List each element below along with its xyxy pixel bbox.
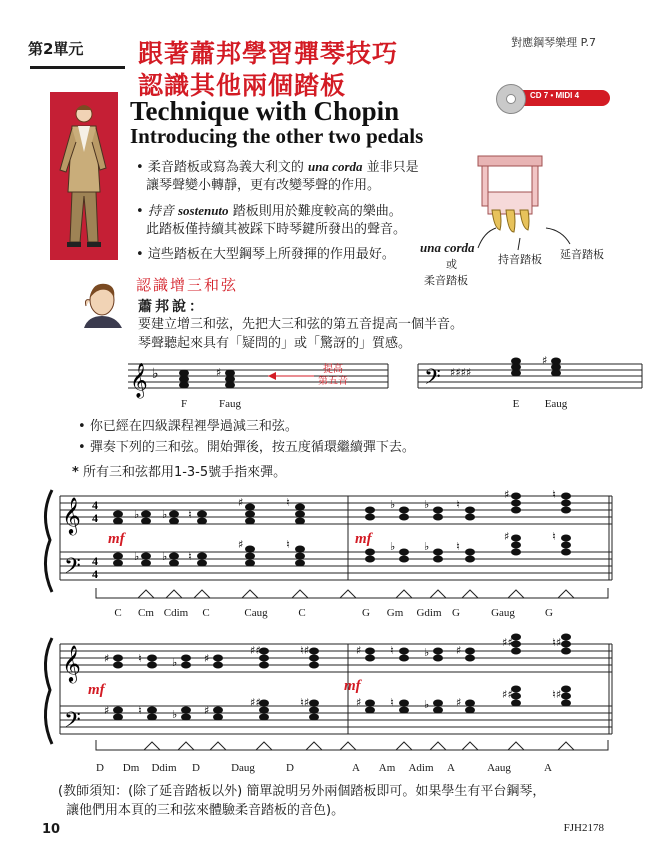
svg-text:𝄢: 𝄢 <box>64 708 81 738</box>
svg-text:♮♯: ♮♯ <box>300 696 310 709</box>
pedal-pointer-arrows <box>470 220 590 260</box>
instruction-2: • 彈奏下列的三和弦。開始彈後，按五度循環繼續彈下去。 <box>78 440 415 455</box>
chord-name: Cm <box>138 607 154 619</box>
instruction-3: * 所有三和弦都用1-3-5號手指來彈。 <box>72 465 287 480</box>
page-number: 10 <box>42 822 61 837</box>
svg-text:♯♯: ♯♯ <box>250 644 261 657</box>
svg-text:♯: ♯ <box>504 530 510 543</box>
chord-name: Adim <box>408 762 434 774</box>
svg-text:𝄞: 𝄞 <box>130 363 148 398</box>
svg-text:♭: ♭ <box>134 508 140 521</box>
svg-text:♮: ♮ <box>188 550 192 563</box>
damper-pedal-label: 延音踏板 <box>560 248 604 261</box>
teacher-note-line1: (教師須知：(除了延音踏板以外) 簡單說明另外兩個踏板即可。如果學生有平台鋼琴， <box>58 784 546 799</box>
dynamic-marking: mf <box>355 531 372 547</box>
chord-name: D <box>192 762 200 774</box>
title-en-line2: Introducing the other two pedals <box>130 124 424 148</box>
chord-name: Gdim <box>416 607 442 619</box>
svg-text:♯: ♯ <box>216 366 222 379</box>
unit-label: 第2單元 <box>28 40 84 58</box>
chord-name: C <box>202 607 210 619</box>
svg-text:♯: ♯ <box>238 538 244 551</box>
chord-name: Gm <box>386 607 404 619</box>
svg-text:♭: ♭ <box>424 540 430 553</box>
svg-text:𝄢: 𝄢 <box>424 365 441 395</box>
svg-text:4: 4 <box>92 567 98 581</box>
chord-name: Aaug <box>487 762 511 774</box>
augmented-triad-heading: 認識增三和弦 <box>136 276 239 294</box>
bullet-sostenuto: • 持音 sostenuto 踏板則用於難度較高的樂曲。 <box>136 203 402 219</box>
chord-name: D <box>286 762 294 774</box>
svg-text:♮: ♮ <box>456 540 460 553</box>
bullet-grand-piano: • 這些踏板在大型鋼琴上所發揮的作用最好。 <box>136 247 395 262</box>
unit-underline <box>30 66 125 69</box>
bullet-una-corda: • 柔音踏板或寫為義大利文的 una corda 並非只是 <box>136 159 419 175</box>
chord-name: Ddim <box>151 762 177 774</box>
bullet1-line2: 讓琴聲變小轉靜，更有改變琴聲的作用。 <box>146 178 381 193</box>
chord-name: Faug <box>219 398 241 410</box>
chopin-portrait <box>50 92 118 260</box>
instruction-1: • 你已經在四級課程裡學過減三和弦。 <box>78 419 298 434</box>
svg-text:♯: ♯ <box>204 652 210 665</box>
svg-text:♯: ♯ <box>456 696 462 709</box>
svg-text:♭: ♭ <box>390 498 396 511</box>
bullet1-text-b: 並非只是 <box>366 160 419 175</box>
chord-name: F <box>180 398 188 410</box>
svg-text:♭: ♭ <box>424 498 430 511</box>
chord-name: Am <box>378 762 396 774</box>
svg-text:♯: ♯ <box>238 496 244 509</box>
svg-text:♯: ♯ <box>456 644 462 657</box>
svg-text:♮: ♮ <box>390 644 394 657</box>
svg-text:♮: ♮ <box>552 488 556 501</box>
svg-text:♭: ♭ <box>172 656 178 669</box>
dynamic-marking: mf <box>88 682 105 698</box>
chord-name: A <box>352 762 360 774</box>
svg-text:♯♯: ♯♯ <box>502 688 513 701</box>
chopin-head-portrait <box>78 278 126 330</box>
instruction-3-text: 所有三和弦都用1-3-5號手指來彈。 <box>82 465 287 480</box>
bullet1-text-a: 柔音踏板或寫為義大利文的 <box>147 160 304 175</box>
chord-name: C <box>114 607 122 619</box>
una-corda-term: una corda <box>307 159 363 174</box>
title-en-line1: Technique with Chopin <box>130 96 400 126</box>
raise-fifth-line2: 第五音 <box>318 376 348 387</box>
svg-text:♭: ♭ <box>424 646 430 659</box>
svg-text:♯: ♯ <box>356 644 362 657</box>
catalog-code: FJH2178 <box>563 822 604 834</box>
svg-text:𝄞: 𝄞 <box>62 644 81 682</box>
chord-name: Eaug <box>544 398 568 410</box>
chord-name: Daug <box>231 762 255 774</box>
svg-text:♯♯♯♯: ♯♯♯♯ <box>450 366 472 379</box>
dynamic-marking: mf <box>108 531 125 547</box>
bullet2-text-a: 持音 <box>147 204 174 219</box>
corresponding-theory-ref: 對應鋼琴樂理 P.7 <box>511 36 596 49</box>
svg-text:♭: ♭ <box>424 698 430 711</box>
music-system-1 <box>38 484 618 604</box>
svg-text:♮: ♮ <box>552 530 556 543</box>
raise-fifth-line1: 提高 <box>323 364 343 375</box>
chord-name: Caug <box>244 607 268 619</box>
svg-text:♯: ♯ <box>542 354 548 367</box>
chord-name: D <box>96 762 104 774</box>
svg-text:4: 4 <box>92 554 98 568</box>
svg-text:♮♯: ♮♯ <box>552 688 562 701</box>
svg-text:♯♯: ♯♯ <box>502 636 513 649</box>
svg-text:♯♯: ♯♯ <box>250 696 261 709</box>
svg-text:♮: ♮ <box>286 538 290 551</box>
svg-text:4: 4 <box>92 498 98 512</box>
svg-text:𝄢: 𝄢 <box>64 554 81 584</box>
chord-name: G <box>545 607 553 619</box>
sostenuto-pedal-label: 持音踏板 <box>498 253 542 266</box>
una-corda-label: una corda <box>420 240 475 255</box>
instruction-1-text: 你已經在四級課程裡學過減三和弦。 <box>89 419 298 434</box>
svg-text:♯: ♯ <box>104 704 110 717</box>
svg-text:♮: ♮ <box>390 696 394 709</box>
chord-name: Dm <box>122 762 140 774</box>
svg-text:♮♯: ♮♯ <box>552 636 562 649</box>
bullet2-text-b: 踏板則用於難度較高的樂曲。 <box>232 204 402 219</box>
svg-text:4: 4 <box>92 511 98 525</box>
chord-name: A <box>447 762 455 774</box>
svg-text:♯: ♯ <box>204 704 210 717</box>
cd-track-label: CD 7 • MIDI 4 <box>530 91 580 100</box>
raise-fifth-note <box>318 364 348 388</box>
soft-pedal-label: 柔音踏板 <box>424 274 468 287</box>
title-zh-line1: 跟著蕭邦學習彈琴技巧 <box>138 39 399 68</box>
svg-text:♭: ♭ <box>172 708 178 721</box>
chord-name: C <box>298 607 306 619</box>
svg-text:♮: ♮ <box>456 498 460 511</box>
svg-text:♯: ♯ <box>356 696 362 709</box>
svg-text:♯: ♯ <box>504 488 510 501</box>
music-system-2 <box>38 632 618 756</box>
bullet2-line2: 此踏板僅持續其被踩下時琴鍵所發出的聲音。 <box>146 222 407 237</box>
cd-icon-hole <box>506 94 516 104</box>
title-zh-line2: 認識其他兩個踏板 <box>138 71 347 100</box>
augmented-explanation-line2: 琴聲聽起來具有「疑問的」或「驚訝的」質感。 <box>138 336 412 351</box>
chord-name: G <box>452 607 460 619</box>
svg-text:♭: ♭ <box>162 550 168 563</box>
dynamic-marking: mf <box>344 678 361 694</box>
chord-name: E <box>512 398 520 410</box>
chord-name: Cdim <box>163 607 189 619</box>
sostenuto-term: sostenuto <box>177 203 229 218</box>
teacher-note <box>58 782 545 820</box>
chord-name: A <box>544 762 552 774</box>
teacher-note-line2: 讓他們用本頁的三和弦來體驗柔音踏板的音色)。 <box>66 803 345 818</box>
chopin-says: 蕭邦說： <box>138 299 206 315</box>
bullet3-text: 這些踏板在大型鋼琴上所發揮的作用最好。 <box>147 247 395 262</box>
or-label: 或 <box>446 258 457 271</box>
chord-name: G <box>362 607 370 619</box>
svg-text:♯: ♯ <box>104 652 110 665</box>
svg-text:♮♯: ♮♯ <box>300 644 310 657</box>
svg-text:𝄞: 𝄞 <box>62 496 81 534</box>
svg-text:♭: ♭ <box>152 366 159 382</box>
instruction-2-text: 彈奏下列的三和弦。開始彈後，按五度循環繼續彈下去。 <box>89 440 415 455</box>
svg-text:♭: ♭ <box>134 550 140 563</box>
svg-text:♭: ♭ <box>390 540 396 553</box>
svg-text:♮: ♮ <box>286 496 290 509</box>
svg-text:♮: ♮ <box>138 704 142 717</box>
chord-name: Gaug <box>491 607 515 619</box>
svg-text:♮: ♮ <box>188 508 192 521</box>
svg-text:♭: ♭ <box>162 508 168 521</box>
svg-text:♮: ♮ <box>138 652 142 665</box>
augmented-explanation-line1: 要建立增三和弦，先把大三和弦的第五音提高一個半音。 <box>138 317 464 332</box>
